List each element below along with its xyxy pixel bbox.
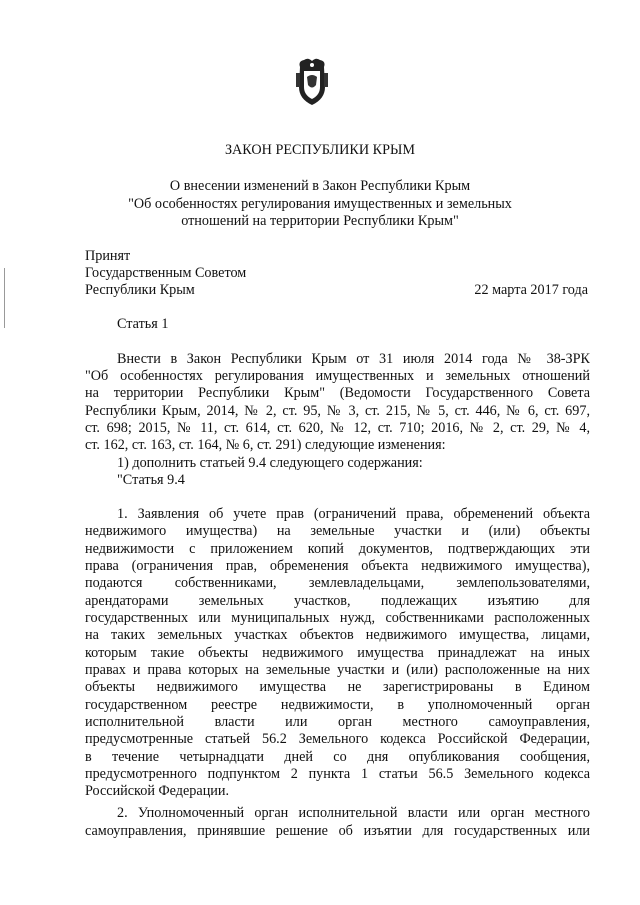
text-line: самоуправления, принявшие решение об изъятии для государственных или (85, 823, 590, 839)
subtitle-line: отношений на территории Республики Крым" (181, 213, 459, 229)
text-line: исполнительной власти или орган местного самоуправления, (85, 714, 590, 730)
text-line: Внести в Закон Республики Крым от 31 июля 2014 года № 38-ЗРК (117, 351, 590, 367)
text-line: недвижимости с приложением копий документов, подтверждающих эти (85, 541, 590, 557)
text-line: объекты недвижимого имущества не зарегистрированы в Едином (85, 679, 590, 695)
text-line: Республики Крым, 2014, № 2, ст. 95, № 3, ст. 215, № 5, ст. 446, № 6, ст. 697, (85, 403, 590, 419)
scan-margin-mark (4, 268, 5, 328)
subtitle-line: О внесении изменений в Закон Республики Крым (169, 178, 471, 194)
text-line: арендаторами земельных участков, подлежащих изъятию для (85, 593, 590, 609)
text-line: на таких земельных участках объектов недвижимого имущества, лицами, (85, 627, 590, 643)
adoption-body: Республики Крым (85, 282, 195, 298)
text-line: государственных или муниципальных нужд, собственниками расположенных (85, 610, 590, 626)
text-line: которым такие объекты недвижимого имущества принадлежат на иных (85, 645, 590, 661)
text-line: на территории Республики Крым" (Ведомости Государственного Совета (85, 385, 590, 401)
text-line: 2. Уполномоченный орган исполнительной власти или орган местного (117, 805, 590, 821)
text-line: предусмотренные статьей 56.2 Земельного кодекса Российской Федерации, (85, 731, 590, 747)
adoption-body: Государственным Советом (85, 265, 247, 281)
text-line: Российской Федерации. (85, 783, 230, 799)
adoption-label: Принят (85, 248, 131, 264)
article-subheading: "Статья 9.4 (117, 472, 185, 488)
adoption-date: 22 марта 2017 года (474, 282, 588, 298)
text-line: недвижимого имущества) на земельные участки и (или) объекты (85, 523, 590, 539)
text-line: предусмотренного подпунктом 2 пункта 1 статьи 56.5 Земельного кодекса (85, 766, 590, 782)
text-line: 1) дополнить статьей 9.4 следующего содержания: (117, 455, 423, 471)
coat-of-arms-icon (294, 57, 330, 107)
text-line: 1. Заявления об учете прав (ограничений права, обременений объекта (117, 506, 590, 522)
text-line: "Об особенностях регулирования имущественных и земельных отношений (85, 368, 590, 384)
text-line: правах и права которых на земельные участки и (или) расположенные на них (85, 662, 590, 678)
text-line: в течение четырнадцати дней со дня опубликования сообщения, (85, 749, 590, 765)
law-title: ЗАКОН РЕСПУБЛИКИ КРЫМ (224, 142, 416, 158)
text-line: государственном реестре недвижимости, в уполномоченный орган (85, 697, 590, 713)
article-heading: Статья 1 (117, 316, 169, 332)
text-line: ст. 162, ст. 163, ст. 164, № 6, ст. 291) следующие изменения: (85, 437, 446, 453)
text-line: права (ограничения прав, обременения объекта недвижимого имущества), (85, 558, 590, 574)
text-line: подаются собственниками, землевладельцами, землепользователями, (85, 575, 590, 591)
text-line: ст. 698; 2015, № 11, ст. 614, ст. 620, № 12, ст. 710; 2016, № 2, ст. 29, № 4, (85, 420, 590, 436)
subtitle-line: "Об особенностях регулирования имущественных и земельных (128, 196, 512, 212)
